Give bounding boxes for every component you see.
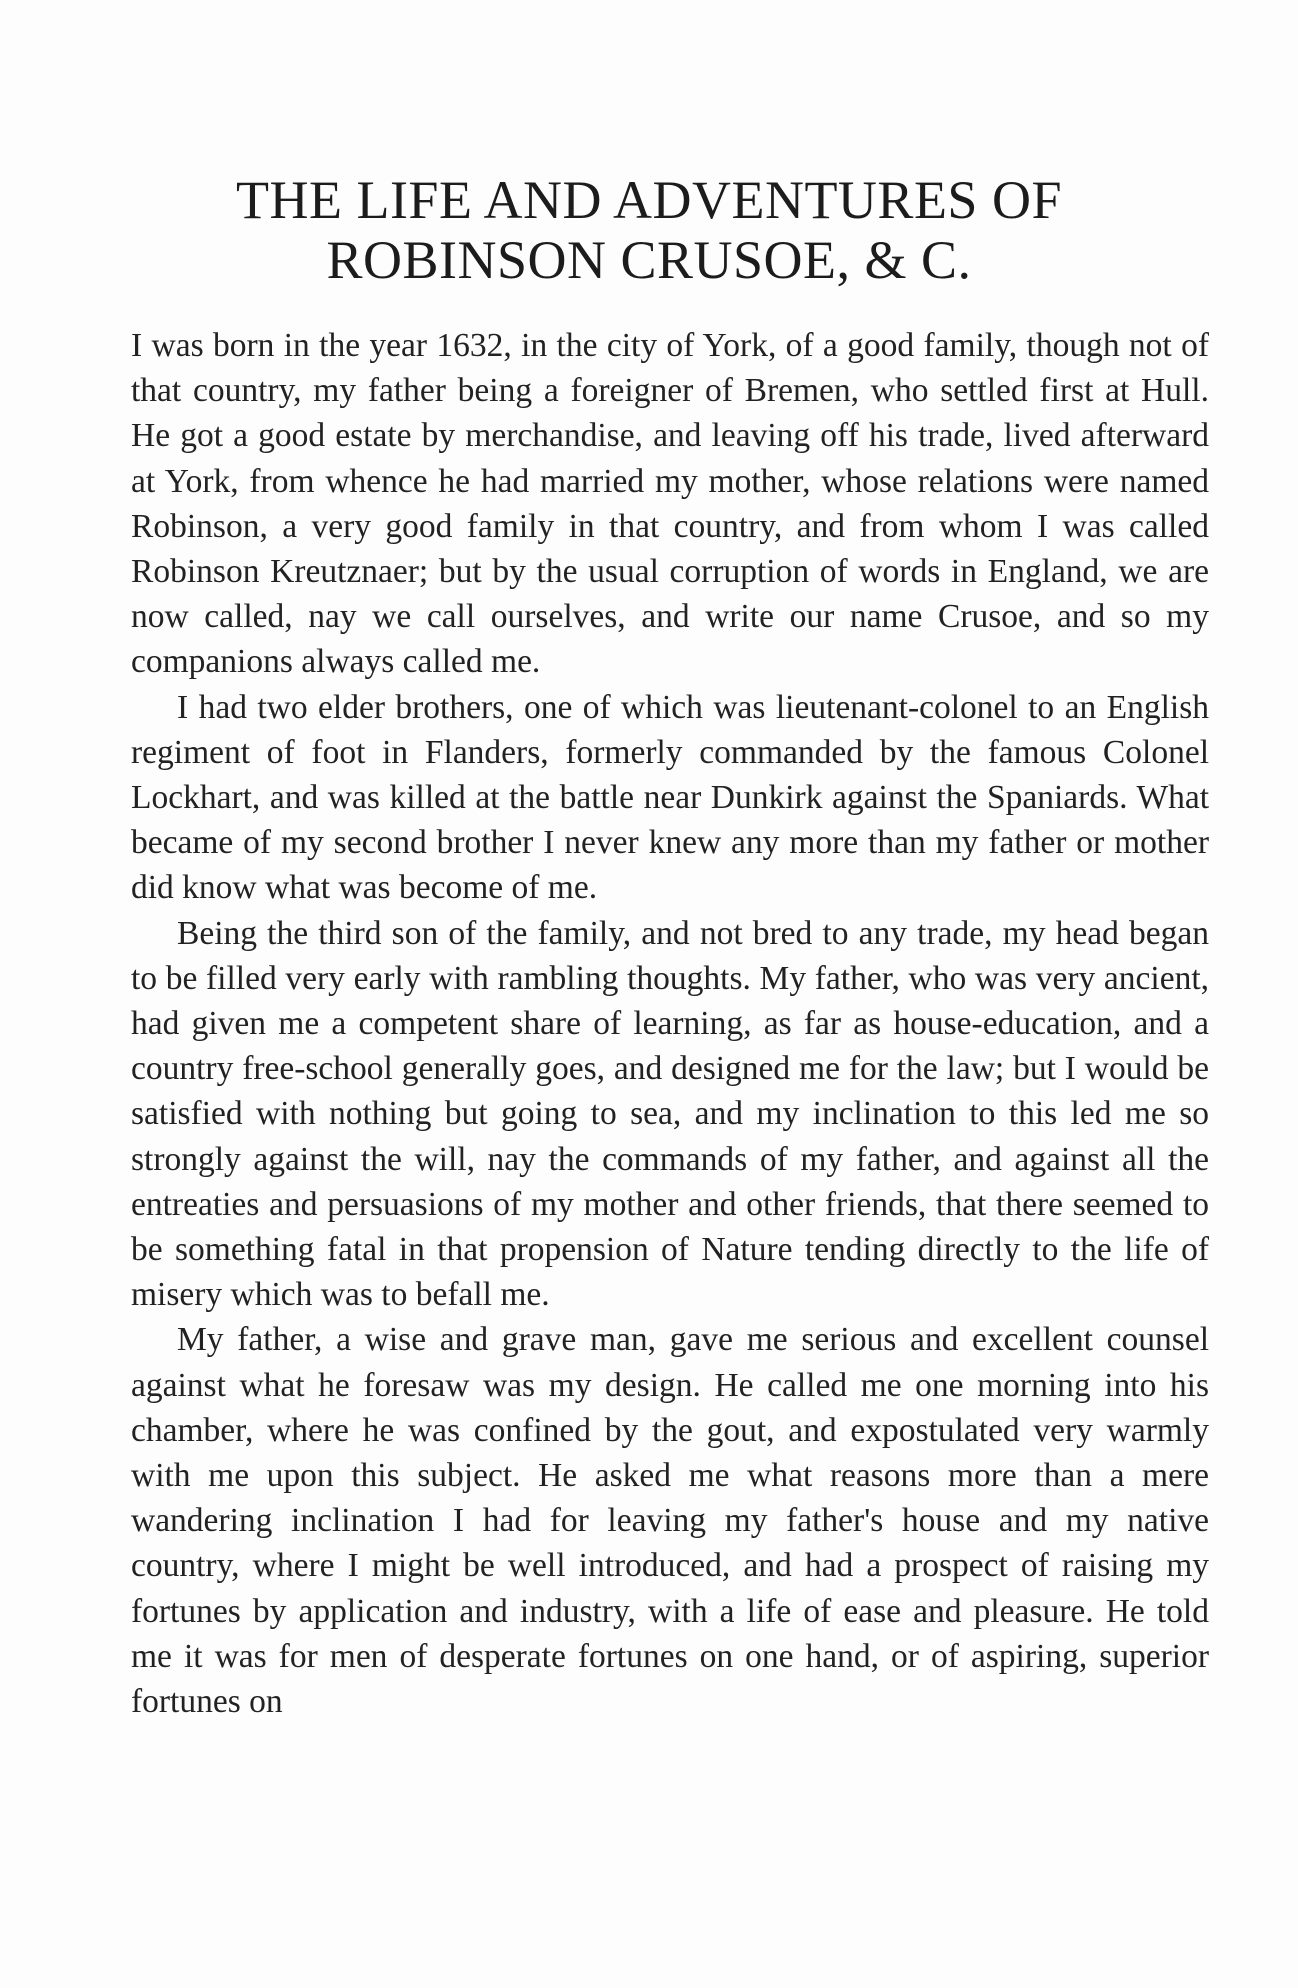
chapter-title [0,170,1298,290]
chapter-title-line-1: THE LIFE AND ADVENTURES OF [235,170,1062,230]
paragraph-2: I had two elder brothers, one of which was lieutenant-colonel to an English regiment of foot in Flanders, formerly commanded by the famous Colonel Lockhart, and was killed at the battle near Dunkirk against the Spaniards. What became of my second brother I never knew any more than my father or mother did know what was become of me. [131,688,1209,907]
body-text [131,323,1209,1724]
paragraph-3: Being the third son of the family, and not bred to any trade, my head began to be filled very early with rambling thoughts. My father, who was very ancient, had given me a competent share of learning, as far as house-education, and a country free-school generally goes, and designed me for the law; but I would be satisfied with nothing but going to sea, and my inclination to this led me so strongly against the will, nay the commands of my father, and against all the entreaties and persuasions of my mother and other friends, that there seemed to be something fatal in that propension of Nature tending directly to the life of misery which was to befall me. [131,914,1209,1314]
paragraph-1: I was born in the year 1632, in the city of York, of a good family, though not of that country, my father being a foreigner of Bremen, who settled first at Hull. He got a good estate by merchandise, and leaving off his trade, lived afterward at York, from whence he had married my mother, whose relations were named Robinson, a very good family in that country, and from whom I was called Robinson Kreutznaer; but by the usual corruption of words in England, we are now called, nay we call ourselves, and write our name Crusoe, and so my companions always called me. [131,327,1209,681]
paragraph-4: My father, a wise and grave man, gave me serious and excellent counsel against what he foresaw was my design. He called me one morning into his chamber, where he was confined by the gout, and expostulated very warmly with me upon this subject. He asked me what reasons more than a mere wandering inclination I had for leaving my father's house and my native country, where I might be well introduced, and had a prospect of raising my fortunes by application and industry, with a life of ease and pleasure. He told me it was for men of desperate fortunes on one hand, or of aspiring, superior fortunes on [131,1321,1209,1721]
chapter-title-line-2: ROBINSON CRUSOE, & C. [326,230,972,290]
